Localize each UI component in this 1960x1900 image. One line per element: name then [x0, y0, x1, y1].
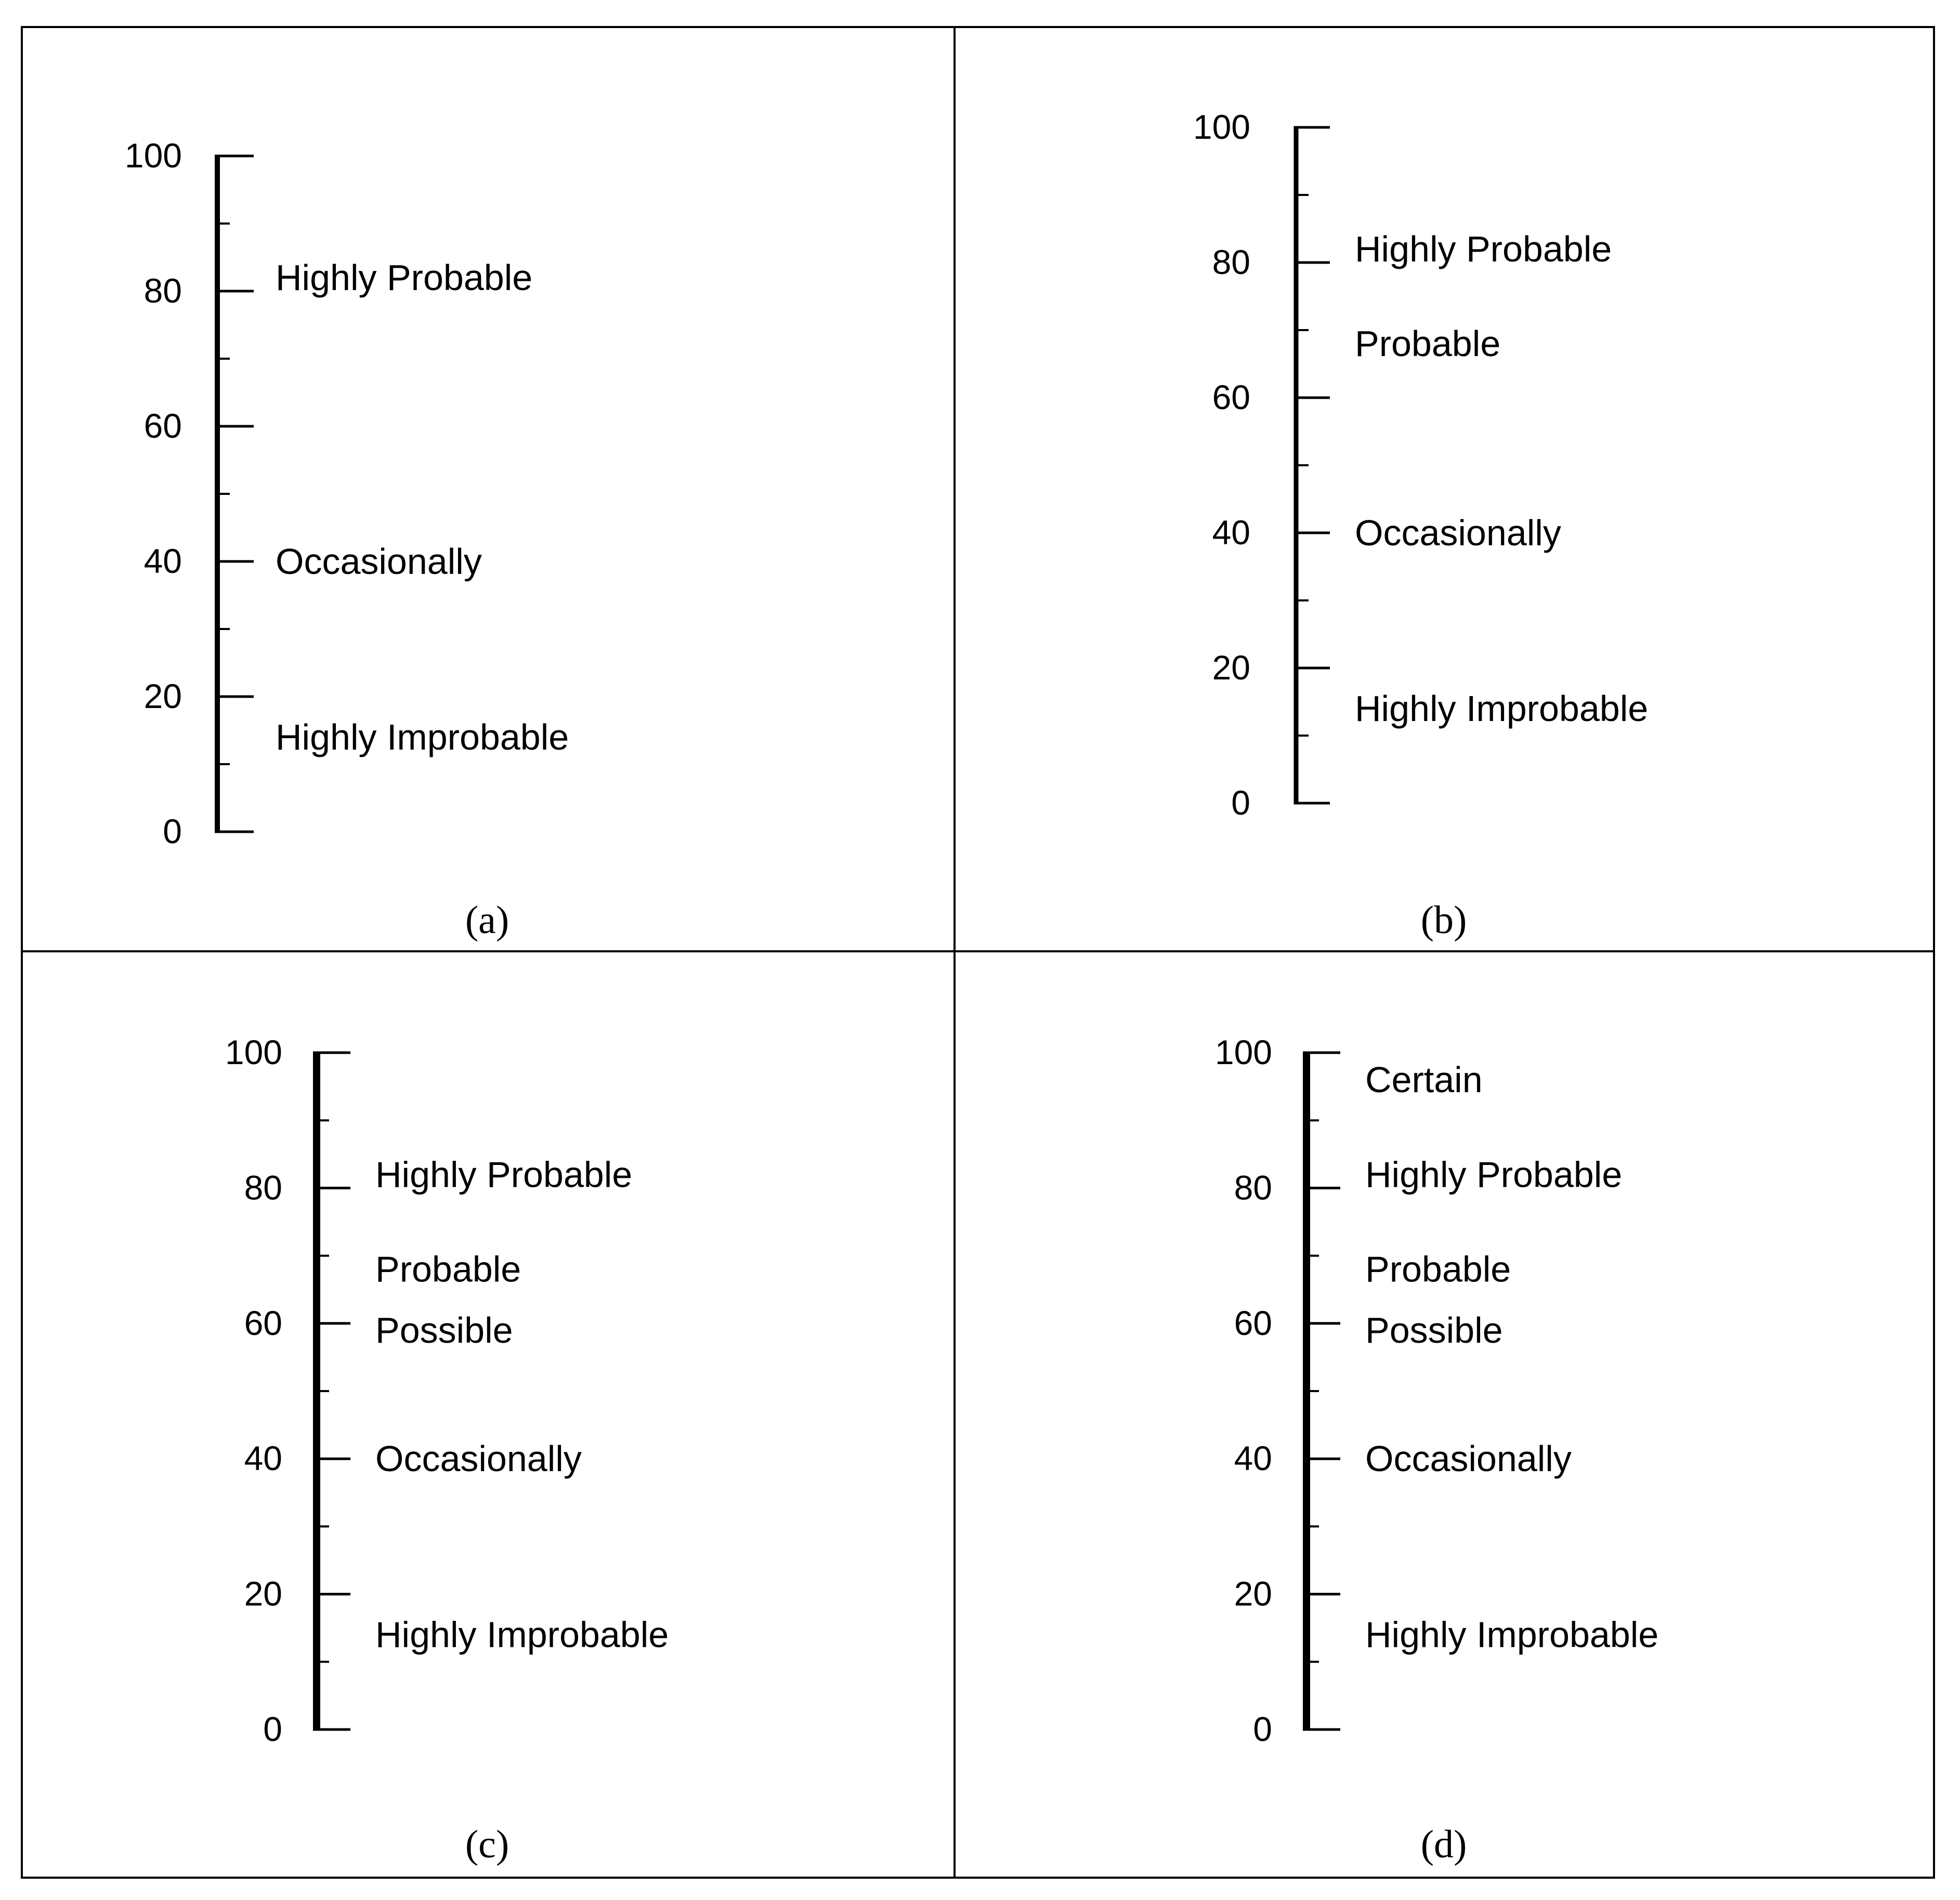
tick-label: 60 [244, 1303, 282, 1342]
tick-label: 40 [1234, 1439, 1272, 1478]
tick-label: 60 [1234, 1303, 1272, 1342]
term-label: Occasionally [1355, 513, 1561, 553]
term-label: Possible [1365, 1309, 1503, 1351]
tick-label: 40 [244, 1439, 282, 1478]
panel-caption: (b) [1420, 898, 1467, 942]
tick-label: 20 [244, 1574, 282, 1613]
term-label: Occasionally [276, 541, 482, 582]
tick-label: 40 [143, 542, 182, 580]
panel-caption: (a) [465, 898, 509, 942]
tick-label: 80 [143, 271, 182, 310]
panel-b [1193, 108, 1648, 942]
term-label: Highly Improbable [1355, 688, 1649, 729]
term-label: Highly Probable [1365, 1154, 1623, 1195]
term-label: Occasionally [1365, 1438, 1572, 1479]
tick-label: 40 [1212, 513, 1250, 552]
term-label: Highly Probable [1355, 229, 1612, 269]
tick-label: 100 [1193, 108, 1250, 146]
tick-label: 100 [1214, 1033, 1272, 1071]
tick-label: 0 [1253, 1710, 1272, 1748]
tick-label: 60 [143, 407, 182, 445]
tick-label: 80 [244, 1168, 282, 1207]
term-label: Highly Improbable [375, 1614, 669, 1655]
term-label: Highly Improbable [276, 717, 569, 757]
panel-caption: (c) [465, 1823, 509, 1866]
tick-label: 80 [1234, 1168, 1272, 1207]
panel-caption: (d) [1420, 1823, 1467, 1866]
tick-label: 100 [225, 1033, 282, 1071]
tick-label: 20 [1212, 648, 1250, 687]
term-label: Occasionally [375, 1438, 582, 1479]
term-label: Probable [375, 1249, 521, 1290]
term-label: Probable [1365, 1249, 1511, 1290]
tick-label: 0 [1231, 783, 1250, 822]
term-label: Highly Probable [276, 257, 533, 298]
term-label: Highly Improbable [1365, 1614, 1659, 1655]
term-label: Probable [1355, 323, 1501, 364]
tick-label: 0 [263, 1710, 282, 1748]
figure-grid-frame [22, 27, 1934, 1878]
tick-label: 80 [1212, 243, 1250, 281]
panel-c [225, 1033, 669, 1866]
panels-group [125, 108, 1658, 1866]
term-label: Certain [1365, 1059, 1483, 1100]
term-label: Highly Probable [375, 1154, 633, 1195]
tick-label: 60 [1212, 378, 1250, 416]
term-label: Possible [375, 1309, 513, 1351]
tick-label: 0 [163, 812, 182, 850]
panel-d [1215, 1033, 1658, 1866]
tick-label: 20 [1234, 1574, 1272, 1613]
panel-a [125, 136, 569, 942]
tick-label: 20 [143, 677, 182, 715]
tick-label: 100 [124, 136, 182, 175]
